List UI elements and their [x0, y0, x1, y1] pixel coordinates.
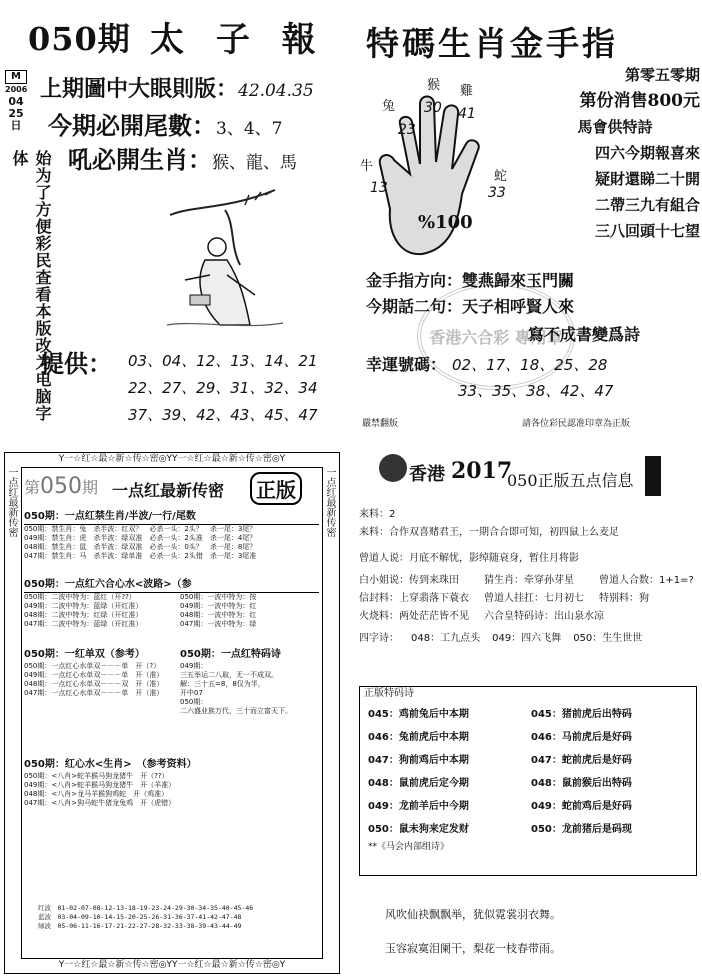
supply-label: 提供： — [40, 349, 112, 378]
border-top-text: Y一☆红☆最☆新☆传☆密◎YY一☆红☆最☆新☆传☆密◎Y — [58, 454, 286, 464]
period-badge: 第050期 — [24, 474, 99, 499]
zodiac-pick-block: 050期：红心水<生肖> （参考资料） 050期：<八肖>蛇羊猴马狗龙猪牛 开（??） 049期：<八肖>蛇羊猴马狗龙猪牛 开（羊准） 048期：<八肖>龙马羊猴狗鸡蛇 开（鸡准） 047期：<八肖>狗马蛇牛猪龙兔鸡 开（虎错） — [24, 759, 197, 807]
odd-even-block: 050期：一红单双（参考） 050期：一点红心水单双－－－单 开（?） 049期：一点红心水单双－－－单 开（准） 048期：一点红心水单双－－－双 开（准） 047期：一点红心水单双－－－单 开（准） — [24, 649, 164, 697]
finger-label-ox: 牛 — [360, 159, 374, 174]
lucky-label: 幸運號碼： — [366, 355, 447, 374]
header-title: 一点红最新传密 — [112, 481, 225, 500]
lucky-numbers: 02、17、18、25、28 33、35、38、42、47 — [452, 356, 614, 400]
title-bar — [645, 456, 661, 496]
yidianhong-section — [4, 452, 340, 974]
golden-finger-section — [352, 0, 702, 440]
five-point-title: 050正版五点信息 — [507, 471, 634, 490]
forbidden-zodiac-block: 050期：一点红禁生肖/半波/一行/尾数 050期：禁生肖：兔 杀半波：红双？ 必杀一头：2头？ 杀一尾：3尾？ 049期：禁生肖：虎 杀半波：绿双准 必杀一头：2头准 杀一尾：4尾？ 048期：禁生肖：鼠 杀半波：绿双准 必杀一头：0头？ 杀一尾：8尾？ 047期：禁生肖：马 杀半波：绿单准 必杀一头：2头错 杀一尾：3尾准 — [24, 510, 319, 561]
side-date: M 2006 04 25 日 — [5, 71, 28, 132]
scholar-illustration — [165, 185, 285, 335]
verse-2: 玉容寂寞泪阑干，梨花一枝春带雨。 — [385, 942, 561, 955]
wave-color-table: 红波 01-02-07-08-12-13-18-19-23-24-29-30-34-35-40-45-46 蓝波 03-04-09-10-14-15-20-25-26-31-36-37-41-42-47-48 绿波 05-06-11-16-17-21-22-27-28-32-33-38-39-43-44-49 — [38, 904, 254, 930]
finger-label-snake: 蛇 — [494, 169, 508, 184]
five-point-section — [355, 450, 700, 970]
period-title: 050期 — [28, 20, 131, 58]
stamp: 香港六合彩 專用章 — [417, 282, 575, 390]
finger-label-rooster: 雞 — [460, 84, 474, 99]
direction-line: 金手指方向：雙燕歸來玉門關 — [366, 271, 575, 290]
verse-1: 风吹仙袂飘飘举，犹似霓裳羽衣舞。 — [385, 908, 561, 921]
number-rows: 03、04、12、13、14、21 22、27、29、31、32、34 37、39、42、43、45、47 — [128, 352, 318, 424]
palm-percent: %100 — [418, 212, 473, 233]
zodiac-line: 吼必開生肖：猴、龍、馬 — [68, 145, 297, 174]
foot-left: 嚴禁翻版 — [362, 419, 399, 429]
newspaper-title: 太 子 報 — [150, 20, 326, 60]
logo-text: 香港 — [409, 464, 445, 485]
inner-frame — [21, 467, 323, 959]
logo-circle — [379, 454, 407, 482]
side-badge: M — [5, 70, 27, 84]
foot-right: 請各位彩民認准印章為正版 — [522, 419, 631, 429]
period-block: 第零五零期 第份消售800元 馬會供特詩 四六今期報喜來 疑財還睇二十開 二帶三九有組合 三八回頭十七望 — [577, 66, 700, 240]
golden-finger-title: 特碼生肖金手指 — [366, 24, 618, 63]
border-right-text: 一点红最新传密 — [324, 467, 335, 537]
two-words-line-2: 寫不成書變爲詩 — [528, 325, 641, 344]
logo-year: 2017 — [451, 458, 513, 484]
tail-numbers-line: 今期必開尾數：3、4、7 — [48, 111, 283, 140]
two-words-line: 今期話二句：天子相呼賢人來 — [366, 297, 575, 316]
finger-num-ox: 13 — [370, 180, 388, 196]
finger-num-rooster: 41 — [458, 106, 476, 122]
header-badge: 正版 — [250, 472, 302, 505]
special-poem-box: 正版特码诗 045：鸡前兔后中本期 045：猪前虎后出特码 046：兔前虎后中本期 046：马前虎后是好码 047：狗前鸡后中本期 047：蛇前虎后是好码 048：鼠前虎后定今期 048：鼠前猴后出特码 049：龙前羊后中今期 049：蛇前鸡后是好码 050：鼠未狗来定发财 050：龙前猪后是码现 **《马会内部组诗》 — [359, 686, 697, 876]
info-block: 来料：2 来料：合作双喜赌君王，一期合合即可知，初四鼠上么麦足 曾道人说：月底不解忧，影绰随衰身，暂住月将影 白小姐说：传到来珠田 猜生肖：牵穿孙芽星 曾道人合数：1+1=? 信封料：上穿翡落下蓑衣 曾道人挂扛：七月初七 特别料：狗 火烧料：两处茫茫皆不见 六合皇特码诗：出山泉水凉 四字诗： 048：工九点头 049：四六飞舞 050：生生世世 — [359, 509, 694, 644]
last-period-line: 上期圖中大眼則版：42.04.35 — [40, 76, 314, 102]
border-bottom-text: Y一☆红☆最☆新☆传☆密◎YY一☆红☆最☆新☆传☆密◎Y — [58, 960, 286, 970]
side-note: 始为了方便彩民查看本版改为电脑字体 — [10, 150, 52, 422]
finger-num-snake: 33 — [488, 185, 506, 201]
finger-num-rabbit: 23 — [398, 122, 416, 138]
wave-block: 050期：一点红六合心水<波路>（参 050期：二波中特为：蓝红（开??） 049期：二波中特为：蓝绿（开红准） 048期：二波中特为：红绿（开红准） 047期：二波中特为：蓝绿（开红准） 050期：一波中特为：按 049期：一波中特为：红 048期：一波中特为：红 047期：一波中特为：绿 — [24, 578, 319, 629]
border-left-text: 一点红最新传密 — [6, 467, 17, 537]
finger-label-rabbit: 兔 — [382, 99, 396, 114]
finger-label-monkey: 猴 — [427, 78, 441, 93]
taizi-section — [0, 0, 350, 440]
finger-num-monkey: 30 — [424, 100, 442, 116]
special-poem-block: 050期：一点红特码诗 049期： 三五举运二八取，无一不成双。 解：三十五=8，8仅为半， 开中07 050期： 二六盛业族万代，三十而立富天下。 — [180, 649, 292, 715]
